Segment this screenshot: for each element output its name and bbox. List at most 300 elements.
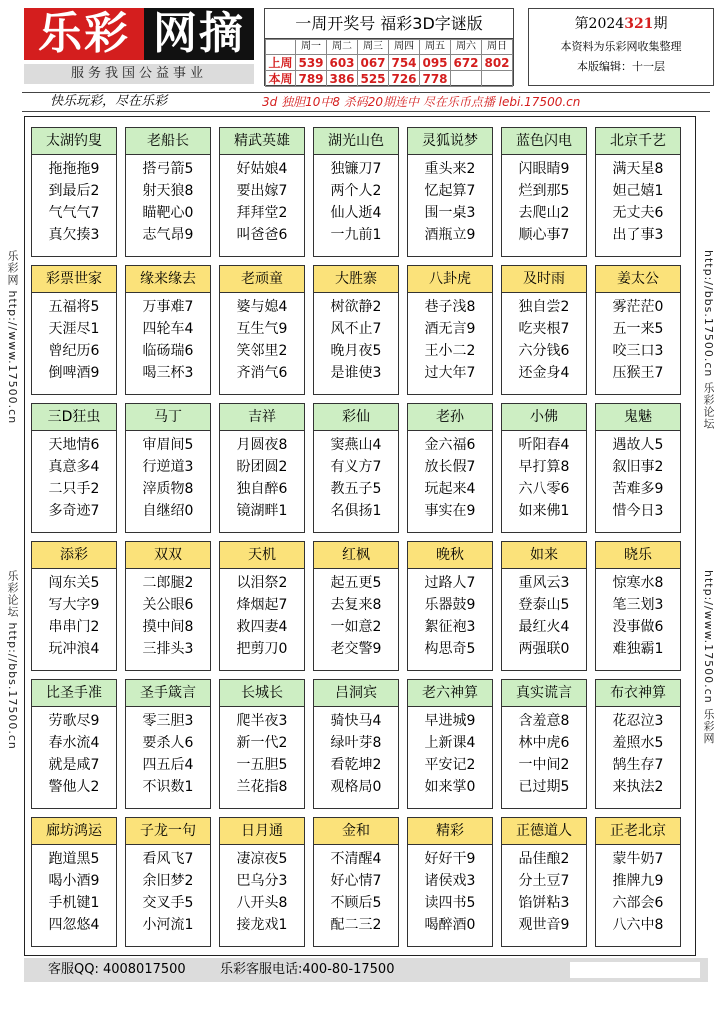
draw-number: 386 bbox=[327, 71, 358, 87]
riddle-line: 天地情6 bbox=[48, 437, 100, 453]
riddle-line: 名俱扬1 bbox=[330, 503, 382, 519]
riddle-line: 不清醒4 bbox=[330, 851, 382, 867]
riddle-author: 及时雨 bbox=[502, 266, 586, 293]
riddle-lines bbox=[314, 569, 398, 660]
riddle-line: 五福将5 bbox=[48, 299, 100, 315]
riddle-line: 要出嫁7 bbox=[236, 183, 288, 199]
riddle-line: 事实在9 bbox=[424, 503, 476, 519]
riddle-lines bbox=[314, 707, 398, 798]
last-week-label: 上周 bbox=[266, 55, 296, 71]
riddle-author: 添彩 bbox=[32, 542, 116, 569]
riddle-line: 好姑娘4 bbox=[236, 161, 288, 177]
riddle-card bbox=[313, 817, 399, 947]
riddle-line: 兰花指8 bbox=[236, 779, 288, 795]
weekday-row bbox=[266, 40, 513, 55]
riddle-card bbox=[501, 127, 587, 257]
riddle-author: 老孙 bbox=[408, 404, 492, 431]
riddle-line: 去爬山2 bbox=[518, 205, 570, 221]
riddle-line: 教五子5 bbox=[330, 481, 382, 497]
riddle-line: 巴乌分3 bbox=[236, 873, 288, 889]
riddle-card bbox=[125, 541, 211, 671]
riddle-line: 射天狼8 bbox=[142, 183, 194, 199]
riddle-line: 苦难多9 bbox=[612, 481, 664, 497]
riddle-line: 一五胆5 bbox=[236, 757, 288, 773]
riddle-card bbox=[407, 403, 493, 533]
riddle-line: 瞄靶心0 bbox=[142, 205, 194, 221]
riddle-author: 真实谎言 bbox=[502, 680, 586, 707]
riddle-lines bbox=[596, 569, 680, 660]
riddle-card bbox=[31, 127, 117, 257]
riddle-lines bbox=[32, 431, 116, 522]
riddle-line: 不识数1 bbox=[142, 779, 194, 795]
riddle-author: 太湖钓叟 bbox=[32, 128, 116, 155]
riddle-lines bbox=[502, 431, 586, 522]
riddle-lines bbox=[314, 845, 398, 936]
riddle-card bbox=[31, 403, 117, 533]
banner-promo: 3d 独胆10中8 杀码20期连中 尽在乐币点播 lebi.17500.cn bbox=[262, 95, 581, 109]
riddle-card bbox=[595, 541, 681, 671]
riddle-line: 最红火4 bbox=[518, 619, 570, 635]
riddle-line: 新一代2 bbox=[236, 735, 288, 751]
riddle-line: 爬半夜3 bbox=[236, 713, 288, 729]
riddle-author: 子龙一句 bbox=[126, 818, 210, 845]
riddle-line: 忆起算7 bbox=[424, 183, 476, 199]
riddle-card bbox=[407, 541, 493, 671]
riddle-line: 绿叶芽8 bbox=[330, 735, 382, 751]
riddle-line: 羞照水5 bbox=[612, 735, 664, 751]
riddle-line: 如来掌0 bbox=[424, 779, 476, 795]
riddle-lines bbox=[220, 569, 304, 660]
riddle-line: 六部会6 bbox=[612, 895, 664, 911]
riddle-author: 布衣神算 bbox=[596, 680, 680, 707]
riddle-line: 看乾坤2 bbox=[330, 757, 382, 773]
riddle-lines bbox=[502, 845, 586, 936]
riddle-line: 拜拜堂2 bbox=[236, 205, 288, 221]
editor-note: 本版编辑：十一层 bbox=[577, 60, 665, 73]
riddle-card bbox=[501, 541, 587, 671]
riddle-author: 马丁 bbox=[126, 404, 210, 431]
weekday-cell: 周三 bbox=[358, 40, 389, 55]
riddle-author: 老六神算 bbox=[408, 680, 492, 707]
riddle-author: 圣手箴言 bbox=[126, 680, 210, 707]
riddle-line: 观世音9 bbox=[518, 917, 570, 933]
riddle-line: 听阳春4 bbox=[518, 437, 570, 453]
riddle-card bbox=[407, 265, 493, 395]
riddle-author: 正德道人 bbox=[502, 818, 586, 845]
riddle-line: 窦燕山4 bbox=[330, 437, 382, 453]
riddle-line: 气气气7 bbox=[48, 205, 100, 221]
riddle-line: 接龙戏1 bbox=[236, 917, 288, 933]
riddle-author: 红枫 bbox=[314, 542, 398, 569]
riddle-card bbox=[313, 127, 399, 257]
riddle-author: 日月通 bbox=[220, 818, 304, 845]
riddle-line: 闯东关5 bbox=[48, 575, 100, 591]
riddle-line: 关公眼6 bbox=[142, 597, 194, 613]
riddle-line: 没事做6 bbox=[612, 619, 664, 635]
riddle-lines bbox=[408, 845, 492, 936]
riddle-line: 串串门2 bbox=[48, 619, 100, 635]
riddle-line: 构思奇5 bbox=[424, 641, 476, 657]
customer-phone: 乐彩客服电话:400-80-17500 bbox=[220, 962, 395, 977]
riddle-card bbox=[313, 403, 399, 533]
riddle-line: 六八零6 bbox=[518, 481, 570, 497]
riddle-author: 正老北京 bbox=[596, 818, 680, 845]
draw-results-box bbox=[264, 8, 514, 86]
riddle-line: 还金身4 bbox=[518, 365, 570, 381]
riddle-line: 救四妻4 bbox=[236, 619, 288, 635]
riddle-lines bbox=[32, 569, 116, 660]
riddle-line: 春水流4 bbox=[48, 735, 100, 751]
logo bbox=[24, 8, 254, 60]
logo-part1: 乐彩 bbox=[38, 8, 130, 59]
riddle-line: 馅饼粘3 bbox=[518, 895, 570, 911]
riddle-author: 小佛 bbox=[502, 404, 586, 431]
riddle-line: 把剪刀0 bbox=[236, 641, 288, 657]
issue-number: 321 bbox=[624, 16, 654, 32]
riddle-line: 顺心事7 bbox=[518, 227, 570, 243]
banner-slogan: 快乐玩彩，尽在乐彩 bbox=[50, 94, 168, 109]
riddle-line: 如来佛1 bbox=[518, 503, 570, 519]
riddle-card bbox=[595, 403, 681, 533]
footer-blank-box bbox=[570, 962, 700, 978]
riddle-line: 多奇迹7 bbox=[48, 503, 100, 519]
riddle-lines bbox=[126, 707, 210, 798]
riddle-author: 八卦虎 bbox=[408, 266, 492, 293]
riddle-card bbox=[219, 403, 305, 533]
riddle-card bbox=[219, 541, 305, 671]
riddle-lines bbox=[596, 707, 680, 798]
riddle-line: 过路人7 bbox=[424, 575, 476, 591]
riddle-author: 双双 bbox=[126, 542, 210, 569]
riddle-lines bbox=[126, 293, 210, 384]
side-text-right-top: http://bbs.17500.cn 乐彩论坛 bbox=[702, 250, 715, 430]
riddle-author: 晚秋 bbox=[408, 542, 492, 569]
riddle-line: 叫爸爸6 bbox=[236, 227, 288, 243]
riddle-author: 姜太公 bbox=[596, 266, 680, 293]
riddle-line: 起五更5 bbox=[330, 575, 382, 591]
riddle-card bbox=[219, 265, 305, 395]
riddle-card bbox=[125, 403, 211, 533]
riddle-line: 曾纪历6 bbox=[48, 343, 100, 359]
riddle-line: 登泰山5 bbox=[518, 597, 570, 613]
footer bbox=[24, 958, 708, 982]
riddle-line: 志气昂9 bbox=[142, 227, 194, 243]
riddle-line: 独自醉6 bbox=[236, 481, 288, 497]
riddle-card bbox=[125, 817, 211, 947]
riddle-lines bbox=[502, 293, 586, 384]
draw-number: 726 bbox=[389, 71, 420, 87]
riddle-lines bbox=[32, 293, 116, 384]
riddle-line: 不顾后5 bbox=[330, 895, 382, 911]
riddle-line: 妲己嬉1 bbox=[612, 183, 664, 199]
riddle-author: 天机 bbox=[220, 542, 304, 569]
riddle-lines bbox=[408, 431, 492, 522]
riddle-line: 金六福6 bbox=[424, 437, 476, 453]
riddle-author: 精武英雄 bbox=[220, 128, 304, 155]
draw-number: 672 bbox=[451, 55, 482, 71]
header bbox=[6, 4, 714, 92]
riddle-line: 推牌九9 bbox=[612, 873, 664, 889]
riddle-line: 鹄生存7 bbox=[612, 757, 664, 773]
riddle-line: 搭弓箭5 bbox=[142, 161, 194, 177]
riddle-line: 喝小酒9 bbox=[48, 873, 100, 889]
riddle-line: 喝醉酒0 bbox=[424, 917, 476, 933]
issue-line bbox=[529, 11, 713, 37]
riddle-line: 八开头8 bbox=[236, 895, 288, 911]
issue-suffix: 期 bbox=[653, 16, 668, 32]
riddle-line: 过大年7 bbox=[424, 365, 476, 381]
riddle-card bbox=[501, 679, 587, 809]
riddle-line: 一中间2 bbox=[518, 757, 570, 773]
riddle-line: 自继绍0 bbox=[142, 503, 194, 519]
riddle-line: 喝三杯3 bbox=[142, 365, 194, 381]
riddle-author: 大胜寨 bbox=[314, 266, 398, 293]
riddle-line: 婆与媳4 bbox=[236, 299, 288, 315]
weekday-cell: 周六 bbox=[451, 40, 482, 55]
riddle-author: 老船长 bbox=[126, 128, 210, 155]
riddle-card bbox=[501, 265, 587, 395]
riddle-line: 看风飞7 bbox=[142, 851, 194, 867]
riddle-author: 精彩 bbox=[408, 818, 492, 845]
riddle-author: 缘来缘去 bbox=[126, 266, 210, 293]
riddle-line: 滓质物8 bbox=[142, 481, 194, 497]
riddle-line: 咬三口3 bbox=[612, 343, 664, 359]
riddle-line: 独镰刀7 bbox=[330, 161, 382, 177]
riddle-line: 笑邻里2 bbox=[236, 343, 288, 359]
this-week-label: 本周 bbox=[266, 71, 296, 87]
weekday-cell: 周日 bbox=[482, 40, 513, 55]
riddle-card bbox=[407, 817, 493, 947]
riddle-author: 鬼魅 bbox=[596, 404, 680, 431]
riddle-lines bbox=[408, 707, 492, 798]
riddle-line: 有义方7 bbox=[330, 459, 382, 475]
riddle-line: 去复来8 bbox=[330, 597, 382, 613]
riddle-card bbox=[595, 127, 681, 257]
riddle-line: 闪眼睛9 bbox=[518, 161, 570, 177]
riddle-line: 就是咸7 bbox=[48, 757, 100, 773]
riddle-lines bbox=[126, 431, 210, 522]
riddle-line: 互生气9 bbox=[236, 321, 288, 337]
issue-box bbox=[528, 8, 714, 86]
riddle-line: 林中虎6 bbox=[518, 735, 570, 751]
riddle-line: 万事难7 bbox=[142, 299, 194, 315]
side-text-left-top: 乐彩网 http://www.17500.cn bbox=[6, 250, 19, 425]
riddle-line: 读四书5 bbox=[424, 895, 476, 911]
riddle-lines bbox=[314, 155, 398, 246]
riddle-card bbox=[31, 541, 117, 671]
riddle-card bbox=[219, 817, 305, 947]
riddle-card bbox=[501, 403, 587, 533]
riddle-line: 月圆夜8 bbox=[236, 437, 288, 453]
riddle-lines bbox=[596, 431, 680, 522]
riddle-line: 镜湖畔1 bbox=[236, 503, 288, 519]
riddle-lines bbox=[220, 155, 304, 246]
riddle-line: 含羞意8 bbox=[518, 713, 570, 729]
slogan: 服务我国公益事业 bbox=[24, 64, 254, 84]
riddle-line: 放长假7 bbox=[424, 459, 476, 475]
riddle-line: 絮征袍3 bbox=[424, 619, 476, 635]
last-week-row bbox=[266, 55, 513, 71]
riddle-author: 比圣手准 bbox=[32, 680, 116, 707]
corner-cell bbox=[266, 40, 296, 55]
riddle-line: 笔三划3 bbox=[612, 597, 664, 613]
riddle-line: 花忍泣3 bbox=[612, 713, 664, 729]
riddle-card bbox=[407, 127, 493, 257]
riddle-grid bbox=[24, 116, 696, 956]
riddle-lines bbox=[408, 569, 492, 660]
riddle-author: 吉祥 bbox=[220, 404, 304, 431]
riddle-line: 小河流1 bbox=[142, 917, 194, 933]
riddle-line: 仙人逝4 bbox=[330, 205, 382, 221]
issue-prefix: 第2024 bbox=[574, 16, 625, 32]
riddle-line: 真意多4 bbox=[48, 459, 100, 475]
riddle-line: 余旧梦2 bbox=[142, 873, 194, 889]
riddle-line: 平安记2 bbox=[424, 757, 476, 773]
riddle-line: 诸侯戏3 bbox=[424, 873, 476, 889]
riddle-lines bbox=[220, 431, 304, 522]
riddle-line: 重头来2 bbox=[424, 161, 476, 177]
draw-number: 539 bbox=[296, 55, 327, 71]
riddle-line: 八六中8 bbox=[612, 917, 664, 933]
riddle-line: 真欠揍3 bbox=[48, 227, 100, 243]
draw-title: 一周开奖号 福彩3D字谜版 bbox=[265, 9, 513, 39]
side-text-left-bottom: 乐彩论坛 http://bbs.17500.cn bbox=[6, 570, 19, 750]
riddle-author: 灵狐说梦 bbox=[408, 128, 492, 155]
customer-qq: 客服QQ: 4008017500 bbox=[48, 962, 186, 977]
riddle-author: 吕洞宾 bbox=[314, 680, 398, 707]
riddle-line: 警他人2 bbox=[48, 779, 100, 795]
riddle-lines bbox=[220, 707, 304, 798]
riddle-line: 审眉间5 bbox=[142, 437, 194, 453]
riddle-author: 彩票世家 bbox=[32, 266, 116, 293]
riddle-lines bbox=[126, 155, 210, 246]
source-note: 本资料为乐彩网收集整理 bbox=[560, 40, 682, 53]
riddle-card bbox=[219, 679, 305, 809]
riddle-line: 倒啤酒9 bbox=[48, 365, 100, 381]
riddle-lines bbox=[32, 845, 116, 936]
riddle-line: 压猴王7 bbox=[612, 365, 664, 381]
riddle-line: 遇故人5 bbox=[612, 437, 664, 453]
weekday-cell: 周二 bbox=[327, 40, 358, 55]
riddle-line: 一如意2 bbox=[330, 619, 382, 635]
riddle-lines bbox=[32, 707, 116, 798]
riddle-line: 拖拖拖9 bbox=[48, 161, 100, 177]
riddle-line: 四轮车4 bbox=[142, 321, 194, 337]
riddle-line: 王小二2 bbox=[424, 343, 476, 359]
riddle-line: 写大字9 bbox=[48, 597, 100, 613]
riddle-author: 金和 bbox=[314, 818, 398, 845]
riddle-line: 二郎腿2 bbox=[142, 575, 194, 591]
riddle-line: 三排头3 bbox=[142, 641, 194, 657]
riddle-line: 是谁使3 bbox=[330, 365, 382, 381]
riddle-card bbox=[407, 679, 493, 809]
riddle-card bbox=[595, 817, 681, 947]
riddle-line: 交叉手5 bbox=[142, 895, 194, 911]
riddle-line: 五一来5 bbox=[612, 321, 664, 337]
riddle-line: 早打算8 bbox=[518, 459, 570, 475]
riddle-lines bbox=[596, 845, 680, 936]
draw-number bbox=[451, 71, 482, 87]
riddle-line: 行逆道3 bbox=[142, 459, 194, 475]
riddle-line: 盼团圆2 bbox=[236, 459, 288, 475]
riddle-author: 彩仙 bbox=[314, 404, 398, 431]
riddle-lines bbox=[314, 293, 398, 384]
riddle-line: 四忽悠4 bbox=[48, 917, 100, 933]
riddle-line: 惜今日3 bbox=[612, 503, 664, 519]
riddle-line: 品佳酿2 bbox=[518, 851, 570, 867]
riddle-line: 以泪祭2 bbox=[236, 575, 288, 591]
riddle-author: 蓝色闪电 bbox=[502, 128, 586, 155]
riddle-line: 配二三2 bbox=[330, 917, 382, 933]
riddle-line: 雾茫茫0 bbox=[612, 299, 664, 315]
riddle-line: 零三胆3 bbox=[142, 713, 194, 729]
riddle-line: 临砀瑞6 bbox=[142, 343, 194, 359]
riddle-line: 好好干9 bbox=[424, 851, 476, 867]
riddle-card bbox=[313, 265, 399, 395]
riddle-line: 独自尝2 bbox=[518, 299, 570, 315]
riddle-line: 蒙牛奶7 bbox=[612, 851, 664, 867]
riddle-card bbox=[595, 679, 681, 809]
riddle-lines bbox=[596, 155, 680, 246]
riddle-line: 骑快马4 bbox=[330, 713, 382, 729]
riddle-line: 到最后2 bbox=[48, 183, 100, 199]
banner bbox=[22, 92, 710, 112]
riddle-line: 风不止7 bbox=[330, 321, 382, 337]
riddle-line: 酒无言9 bbox=[424, 321, 476, 337]
riddle-lines bbox=[408, 293, 492, 384]
draw-table bbox=[265, 39, 513, 87]
riddle-line: 难独霸1 bbox=[612, 641, 664, 657]
riddle-line: 叙旧事2 bbox=[612, 459, 664, 475]
riddle-line: 一九前1 bbox=[330, 227, 382, 243]
riddle-lines bbox=[502, 707, 586, 798]
riddle-lines bbox=[220, 845, 304, 936]
riddle-line: 凄凉夜5 bbox=[236, 851, 288, 867]
riddle-lines bbox=[408, 155, 492, 246]
draw-number: 525 bbox=[358, 71, 389, 87]
draw-number: 603 bbox=[327, 55, 358, 71]
riddle-line: 围一桌3 bbox=[424, 205, 476, 221]
riddle-line: 满天星8 bbox=[612, 161, 664, 177]
riddle-card bbox=[219, 127, 305, 257]
riddle-author: 三D狂虫 bbox=[32, 404, 116, 431]
riddle-author: 廊坊鸿运 bbox=[32, 818, 116, 845]
riddle-card bbox=[595, 265, 681, 395]
riddle-line: 两强联0 bbox=[518, 641, 570, 657]
riddle-card bbox=[125, 127, 211, 257]
riddle-lines bbox=[502, 155, 586, 246]
weekday-cell: 周一 bbox=[296, 40, 327, 55]
riddle-card bbox=[125, 679, 211, 809]
riddle-line: 跑道黑5 bbox=[48, 851, 100, 867]
riddle-line: 烂到那5 bbox=[518, 183, 570, 199]
riddle-lines bbox=[32, 155, 116, 246]
riddle-line: 吃夹根7 bbox=[518, 321, 570, 337]
riddle-author: 晓乐 bbox=[596, 542, 680, 569]
riddle-line: 两个人2 bbox=[330, 183, 382, 199]
draw-number: 754 bbox=[389, 55, 420, 71]
riddle-card bbox=[31, 817, 117, 947]
logo-part2: 网摘 bbox=[144, 8, 254, 60]
riddle-line: 摸中间8 bbox=[142, 619, 194, 635]
draw-number: 802 bbox=[482, 55, 513, 71]
riddle-line: 四五后4 bbox=[142, 757, 194, 773]
riddle-line: 无丈夫6 bbox=[612, 205, 664, 221]
riddle-lines bbox=[126, 845, 210, 936]
riddle-line: 惊寒水8 bbox=[612, 575, 664, 591]
riddle-author: 如来 bbox=[502, 542, 586, 569]
weekday-cell: 周四 bbox=[389, 40, 420, 55]
